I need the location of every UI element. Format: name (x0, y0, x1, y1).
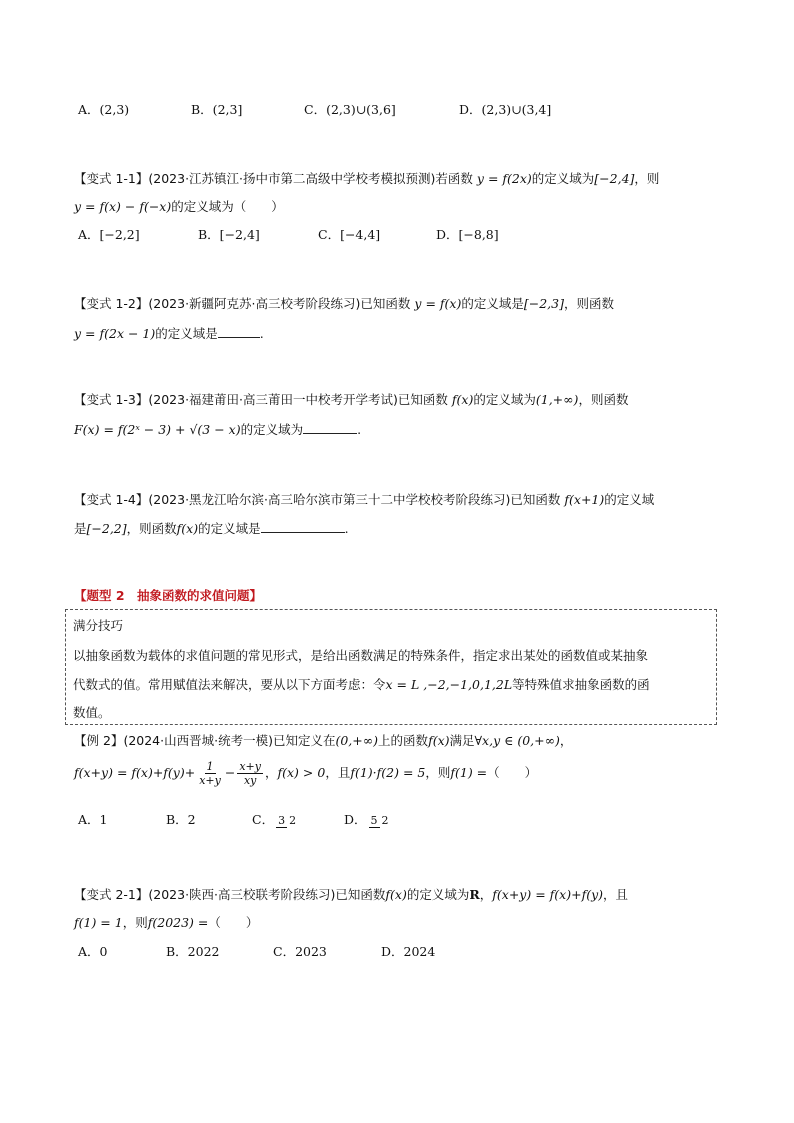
q1-options (78, 100, 551, 118)
fraction-denominator: x+y (199, 774, 221, 787)
v2-1-expr: f(x+y) = f(x)+f(y) (492, 887, 604, 902)
v2-1-expr: R (469, 887, 480, 902)
ex2-text: ，且 (325, 765, 351, 780)
fraction-denominator: xy (243, 774, 257, 787)
v1-4-expr: f(x+1) (564, 492, 605, 507)
v1-2-line2 (74, 324, 264, 342)
ex2-text: ， (559, 733, 573, 748)
v1-1-text: 若函数 (435, 171, 473, 186)
v2-1-text: 的定义域为 (406, 887, 470, 902)
q1-option-c: C．(2,3)∪(3,6] (304, 102, 396, 117)
answer-blank[interactable] (261, 520, 345, 533)
v1-3-expr: f(x) (451, 392, 474, 407)
v1-3-line1 (74, 390, 628, 408)
fraction-numerator: 3 (278, 813, 286, 827)
v2-1-option-b: B．2022 (166, 944, 220, 959)
ex2-tag: 【例 2】 (74, 733, 124, 748)
v1-1-text: 的定义域为（ ） (171, 199, 284, 214)
v1-4-expr: f(x) (176, 521, 199, 536)
option-label: D． (344, 812, 367, 827)
v1-2-text: 已知函数 (360, 296, 411, 311)
ex2-text: （ ） (487, 765, 538, 780)
v1-4-text: ，则函数 (126, 521, 177, 536)
period: . (344, 521, 349, 536)
v2-1-text: ， (479, 887, 493, 902)
ex2-expr: f(x) > 0 (277, 765, 326, 780)
ex2-option-d (344, 810, 393, 828)
v1-1-source: (2023·江苏镇江·扬中市第二高级中学校考模拟预测) (148, 171, 436, 186)
v1-2-expr: [−2,3] (523, 296, 564, 311)
v1-2-expr: y = f(x) (414, 296, 462, 311)
tip-expr: x = L ,−2,−1,0,1,2L (385, 677, 513, 692)
v1-3-text: 已知函数 (397, 392, 448, 407)
period: . (259, 326, 264, 341)
v1-2-text: 的定义域是 (461, 296, 524, 311)
v1-3-source: (2023·福建莆田·高三莆田一中校考开学考试) (148, 392, 398, 407)
fraction-denominator: 2 (381, 813, 389, 827)
fraction (237, 760, 263, 787)
topic2-title: 【题型 2 抽象函数的求值问题】 (74, 588, 263, 603)
v1-4-expr: [−2,2] (86, 521, 127, 536)
v1-4-text: 是 (74, 521, 87, 536)
v1-4-text: 已知函数 (510, 492, 561, 507)
ex2-line2 (74, 760, 537, 787)
ex2-source: (2024·山西晋城·统考一模) (123, 733, 273, 748)
v1-3-line2 (74, 420, 361, 438)
fraction (197, 760, 223, 787)
q1-option-b: B．(2,3] (191, 102, 243, 117)
minus-sign: − (224, 765, 236, 780)
fraction-numerator: 1 (206, 760, 214, 773)
v1-1-line2 (74, 197, 284, 215)
fraction-denominator: 2 (289, 813, 297, 827)
v2-1-expr: f(1) = 1 (74, 915, 123, 930)
v2-1-text: 已知函数 (335, 887, 386, 902)
q1-option-d: D．(2,3)∪(3,4] (459, 102, 552, 117)
v1-3-tag: 【变式 1-3】 (74, 392, 149, 407)
v1-3-expr: F(x) = f(2ˣ − 3) + √(3 − x) (74, 422, 241, 437)
v1-2-tag: 【变式 1-2】 (74, 296, 149, 311)
v1-4-tag: 【变式 1-4】 (74, 492, 149, 507)
tip-text: 等特殊值求抽象函数的函 (512, 677, 650, 692)
v1-1-options (78, 225, 499, 243)
v2-1-line1 (74, 885, 628, 903)
v2-1-source: (2023·陕西·高三校联考阶段练习) (148, 887, 336, 902)
v1-4-text: 的定义域是 (198, 521, 261, 536)
ex2-line1 (74, 731, 572, 749)
v1-4-source: (2023·黑龙江哈尔滨·高三哈尔滨市第三十二中学校校考阶段练习) (148, 492, 511, 507)
ex2-option-c (252, 810, 344, 828)
ex2-text: 上的函数 (378, 733, 429, 748)
ex2-expr: ∀x,y ∈ (0,+∞) (474, 733, 560, 748)
answer-blank[interactable] (303, 421, 357, 434)
v2-1-tag: 【变式 2-1】 (74, 887, 149, 902)
v1-4-line2 (74, 519, 349, 537)
ex2-text: ，则 (425, 765, 451, 780)
ex2-options (78, 810, 393, 828)
v1-2-source: (2023·新疆阿克苏·高三校考阶段练习) (148, 296, 361, 311)
v1-4-text: 的定义域 (604, 492, 655, 507)
v1-4-line1 (74, 490, 654, 508)
v1-1-option-a: A．[−2,2] (78, 227, 140, 242)
tip-line-2 (73, 675, 650, 693)
tip-line-3: 数值。 (73, 705, 111, 720)
v2-1-text: ，且 (603, 887, 629, 902)
ex2-text: 满足 (449, 733, 475, 748)
period: . (357, 422, 362, 437)
fraction (276, 814, 298, 828)
q1-option-a: A．(2,3) (78, 102, 130, 117)
v1-3-text: 的定义域为 (240, 422, 304, 437)
ex2-text: 已知定义在 (272, 733, 336, 748)
v2-1-option-d: D．2024 (381, 944, 436, 959)
v1-1-text: 的定义域为 (531, 171, 595, 186)
tip-box (65, 609, 717, 725)
v1-3-text: ，则函数 (578, 392, 629, 407)
v1-2-expr: y = f(2x − 1) (74, 326, 156, 341)
v1-1-expr: y = f(2x) (476, 171, 532, 186)
v1-1-option-d: D．[−8,8] (436, 227, 499, 242)
v1-2-line1 (74, 294, 614, 312)
tip-text: 代数式的值。常用赋值法来解决，要从以下方面考虑：令 (73, 677, 386, 692)
tip-line-1: 以抽象函数为载体的求值问题的常见形式，是给出函数满足的特殊条件，指定求出某处的函数值或某抽象 (73, 648, 649, 663)
v2-1-line2 (74, 913, 258, 931)
v1-3-expr: (1,+∞) (535, 392, 579, 407)
ex2-expr: f(1) = (450, 765, 488, 780)
v1-1-option-c: C．[−4,4] (318, 227, 381, 242)
ex2-expr: f(x+y) = f(x)+f(y)+ (74, 765, 196, 780)
fraction-numerator: x+y (239, 760, 261, 773)
v1-2-text: 的定义域是 (155, 326, 218, 341)
v2-1-expr: f(x) (385, 887, 407, 902)
v2-1-option-a: A．0 (78, 944, 108, 959)
option-label: C． (252, 812, 275, 827)
v1-3-text: 的定义域为 (473, 392, 536, 407)
answer-blank[interactable] (218, 325, 260, 338)
v2-1-expr: f(2023) = (147, 915, 209, 930)
tip-heading: 满分技巧 (73, 618, 124, 633)
v1-1-expr: y = f(x) − f(−x) (74, 199, 172, 214)
v2-1-option-c: C．2023 (273, 944, 327, 959)
v1-1-line1 (74, 169, 659, 187)
ex2-text: ， (264, 765, 278, 780)
fraction (369, 814, 391, 828)
v1-1-expr: [−2,4] (594, 171, 635, 186)
v2-1-text: ，则 (122, 915, 148, 930)
v1-1-text: ，则 (634, 171, 660, 186)
ex2-expr: f(x) (428, 733, 450, 748)
v2-1-options (78, 942, 435, 960)
ex2-option-a: A．1 (78, 812, 108, 827)
ex2-expr: (0,+∞) (335, 733, 379, 748)
v1-1-option-b: B．[−2,4] (198, 227, 260, 242)
ex2-option-b: B．2 (166, 812, 196, 827)
fraction-numerator: 5 (370, 813, 378, 827)
v1-1-tag: 【变式 1-1】 (74, 171, 149, 186)
v2-1-text: （ ） (208, 915, 259, 930)
ex2-expr: f(1)·f(2) = 5 (350, 765, 426, 780)
v1-2-text: ，则函数 (563, 296, 614, 311)
